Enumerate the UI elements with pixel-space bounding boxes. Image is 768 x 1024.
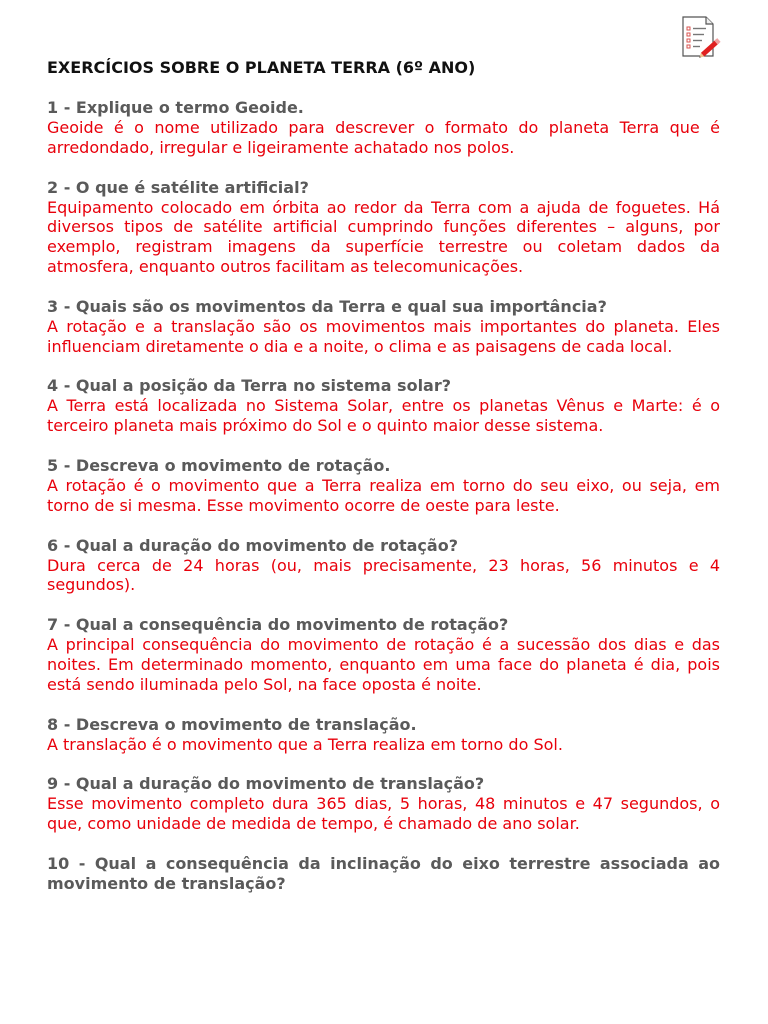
document-title: EXERCÍCIOS SOBRE O PLANETA TERRA (6º ANO) — [47, 58, 476, 77]
answer-1: Geoide é o nome utilizado para descrever o formato do planeta Terra que é arredondado, irregular e ligeiramente achatado nos polos. — [47, 118, 720, 157]
document-page — [47, 58, 720, 894]
question-10: 10 - Qual a consequência da inclinação do eixo terrestre associada ao movimento de translação? — [47, 853, 720, 893]
qa-item-3 — [47, 297, 720, 357]
qa-item-7 — [47, 615, 720, 694]
answer-5: A rotação é o movimento que a Terra realiza em torno do seu eixo, ou seja, em torno de si mesma. Esse movimento ocorre de oeste para leste. — [47, 475, 720, 515]
question-6: 6 - Qual a duração do movimento de rotação? — [47, 535, 458, 555]
answer-2: Equipamento colocado em órbita ao redor da Terra com a ajuda de foguetes. Há diversos tipos de satélite artificial cumprindo funções diferentes – alguns, por exemplo, registram imagens da superfície terrestre ou coletam dados da atmosfera, enquanto outros facilitam as telecomunicações. — [47, 197, 720, 276]
checklist-document-icon — [680, 16, 724, 58]
qa-item-5 — [47, 456, 720, 516]
answer-8: A translação é o movimento que a Terra realiza em torno do Sol. — [47, 734, 563, 754]
question-5: 5 - Descreva o movimento de rotação. — [47, 455, 391, 475]
answer-9: Esse movimento completo dura 365 dias, 5 horas, 48 minutos e 47 segundos, o que, como unidade de medida de tempo, é chamado de ano solar. — [47, 794, 720, 834]
question-9: 9 - Qual a duração do movimento de translação? — [47, 774, 485, 794]
question-4: 4 - Qual a posição da Terra no sistema solar? — [47, 376, 452, 396]
qa-item-8 — [47, 715, 720, 755]
qa-item-6 — [47, 536, 720, 596]
qa-item-10 — [47, 854, 720, 894]
question-8: 8 - Descreva o movimento de translação. — [47, 714, 417, 734]
answer-3: A rotação e a translação são os movimentos mais importantes do planeta. Eles influenciam diretamente o dia e a noite, o clima e as paisagens de cada local. — [47, 316, 720, 356]
question-3: 3 - Quais são os movimentos da Terra e qual sua importância? — [47, 296, 607, 316]
answer-6: Dura cerca de 24 horas (ou, mais precisamente, 23 horas, 56 minutos e 4 segundos). — [47, 555, 720, 595]
qa-item-1 — [47, 98, 720, 158]
answer-7: A principal consequência do movimento de rotação é a sucessão dos dias e das noites. Em determinado momento, enquanto em uma face do planeta é dia, pois está sendo iluminada pelo Sol, na face oposta é noite. — [47, 635, 720, 694]
question-7: 7 - Qual a consequência do movimento de rotação? — [47, 615, 509, 635]
qa-item-2 — [47, 178, 720, 277]
qa-item-9 — [47, 774, 720, 834]
qa-item-4 — [47, 376, 720, 436]
question-2: 2 - O que é satélite artificial? — [47, 177, 309, 197]
answer-4: A Terra está localizada no Sistema Solar, entre os planetas Vênus e Marte: é o terceiro planeta mais próximo do Sol e o quinto maior desse sistema. — [47, 396, 720, 436]
question-1: 1 - Explique o termo Geoide. — [47, 98, 304, 117]
